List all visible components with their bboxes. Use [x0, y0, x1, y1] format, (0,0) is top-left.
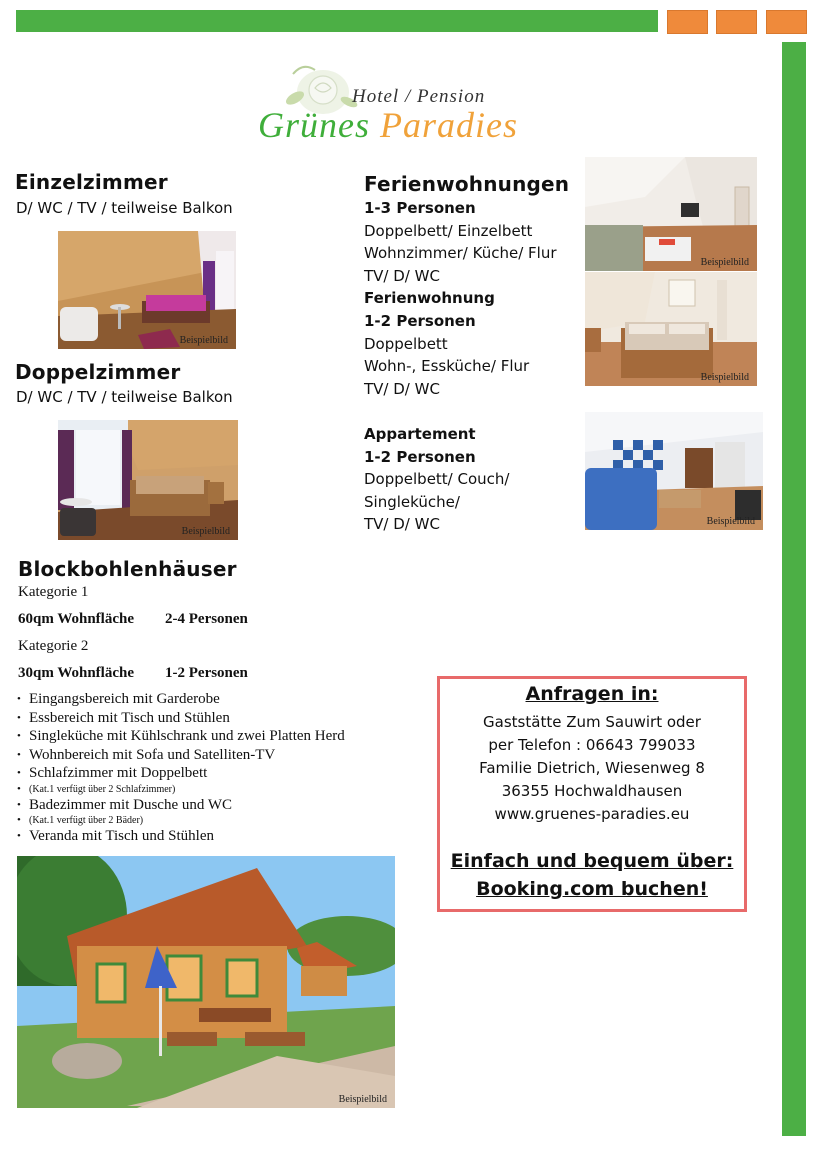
feature-item: • Singleküche mit Kühlschrank und zwei Platten Herd: [17, 727, 417, 746]
orange-block-3: [766, 10, 807, 34]
fw-line-8: Wohn-, Essküche/ Flur: [364, 357, 530, 376]
ferienwohnung-photo-2-caption: Beispielbild: [700, 372, 749, 383]
feature-item: • Essbereich mit Tisch und Stühlen: [17, 709, 417, 728]
appartement-list: [364, 423, 579, 536]
ferienwohnungen-list: [364, 197, 579, 400]
fw-line-1: 1-3 Personen: [364, 199, 476, 217]
app-line-1: Appartement: [364, 425, 476, 443]
einzelzimmer-title: Einzelzimmer: [15, 170, 168, 194]
fw-line-4: TV/ D/ WC: [364, 266, 440, 285]
blockbohlen-kat1-area: 60qm Wohnfläche: [18, 611, 134, 627]
appartement-photo: [585, 412, 763, 530]
fw-line-6: 1-2 Personen: [364, 311, 476, 330]
ferienwohnungen-title: Ferienwohnungen: [364, 172, 570, 196]
einzelzimmer-desc: D/ WC / TV / teilweise Balkon: [16, 199, 233, 217]
fw-line-9: TV/ D/ WC: [364, 379, 440, 398]
feature-note: • (Kat.1 verfügt über 2 Bäder): [17, 814, 417, 827]
feature-note: • (Kat.1 verfügt über 2 Schlafzimmer): [17, 783, 417, 796]
feature-item: • Schlafzimmer mit Doppelbett: [17, 764, 417, 783]
einzelzimmer-photo-caption: Beispielbild: [179, 335, 228, 346]
blockbohlen-photo: [17, 856, 395, 1108]
feature-item: • Veranda mit Tisch und Stühlen: [17, 827, 417, 846]
feature-item: • Wohnbereich mit Sofa und Satelliten-TV: [17, 746, 417, 765]
blockbohlen-kat2-area: 30qm Wohnfläche: [18, 665, 134, 681]
feature-list: [17, 690, 417, 846]
doppelzimmer-title: Doppelzimmer: [15, 360, 181, 384]
ferienwohnung-photo-2: [585, 272, 757, 386]
einzelzimmer-photo: [58, 231, 236, 349]
app-line-2: 1-2 Personen: [364, 447, 476, 466]
app-line-3: Doppelbett/ Couch/: [364, 470, 510, 489]
logo-word-gruenes: Grünes: [258, 105, 370, 145]
blockbohlen-kat2: Kategorie 2: [18, 638, 89, 654]
orange-block-1: [667, 10, 708, 34]
ferienwohnung-photo-1-caption: Beispielbild: [700, 257, 749, 268]
feature-item: • Eingangsbereich mit Garderobe: [17, 690, 417, 709]
booking-cta-line1: Einfach und bequem über:: [450, 850, 734, 872]
logo-line1: Hotel / Pension: [352, 86, 486, 107]
blockbohlen-photo-caption: Beispielbild: [338, 1094, 387, 1105]
logo-word-paradies: Paradies: [380, 105, 518, 145]
app-line-4: Singleküche/: [364, 492, 460, 511]
contact-line: Familie Dietrich, Wiesenweg 8: [479, 759, 705, 777]
top-green-bar: [16, 10, 658, 32]
ferienwohnung-photo-1: [585, 157, 757, 271]
doppelzimmer-desc: D/ WC / TV / teilweise Balkon: [16, 388, 233, 406]
blockbohlen-kat1: Kategorie 1: [18, 584, 89, 600]
feature-item: • Badezimmer mit Dusche und WC: [17, 796, 417, 815]
blockbohlen-kat1-persons: 2-4 Personen: [165, 611, 248, 627]
website-link[interactable]: www.gruenes-paradies.eu: [494, 805, 690, 823]
booking-cta-link[interactable]: Booking.com buchen!: [476, 878, 708, 900]
contact-line: Gaststätte Zum Sauwirt oder: [483, 713, 701, 731]
app-line-5: TV/ D/ WC: [364, 515, 440, 534]
fw-line-2: Doppelbett/ Einzelbett: [364, 221, 533, 240]
blockbohlen-title: Blockbohlenhäuser: [18, 557, 237, 581]
fw-line-3: Wohnzimmer/ Küche/ Flur: [364, 244, 557, 263]
contact-title: Anfragen in:: [525, 683, 659, 705]
logo: [255, 54, 575, 146]
fw-line-7: Doppelbett: [364, 334, 448, 353]
right-green-bar: [782, 42, 806, 1136]
doppelzimmer-photo-caption: Beispielbild: [181, 526, 230, 537]
appartement-photo-caption: Beispielbild: [706, 516, 755, 527]
contact-box: [437, 676, 747, 912]
blockbohlen-kat2-persons: 1-2 Personen: [165, 665, 248, 681]
orange-block-2: [716, 10, 757, 34]
doppelzimmer-photo: [58, 420, 238, 540]
contact-line: 36355 Hochwaldhausen: [501, 782, 683, 800]
contact-line: per Telefon : 06643 799033: [488, 736, 696, 754]
fw-line-5: Ferienwohnung: [364, 289, 495, 308]
